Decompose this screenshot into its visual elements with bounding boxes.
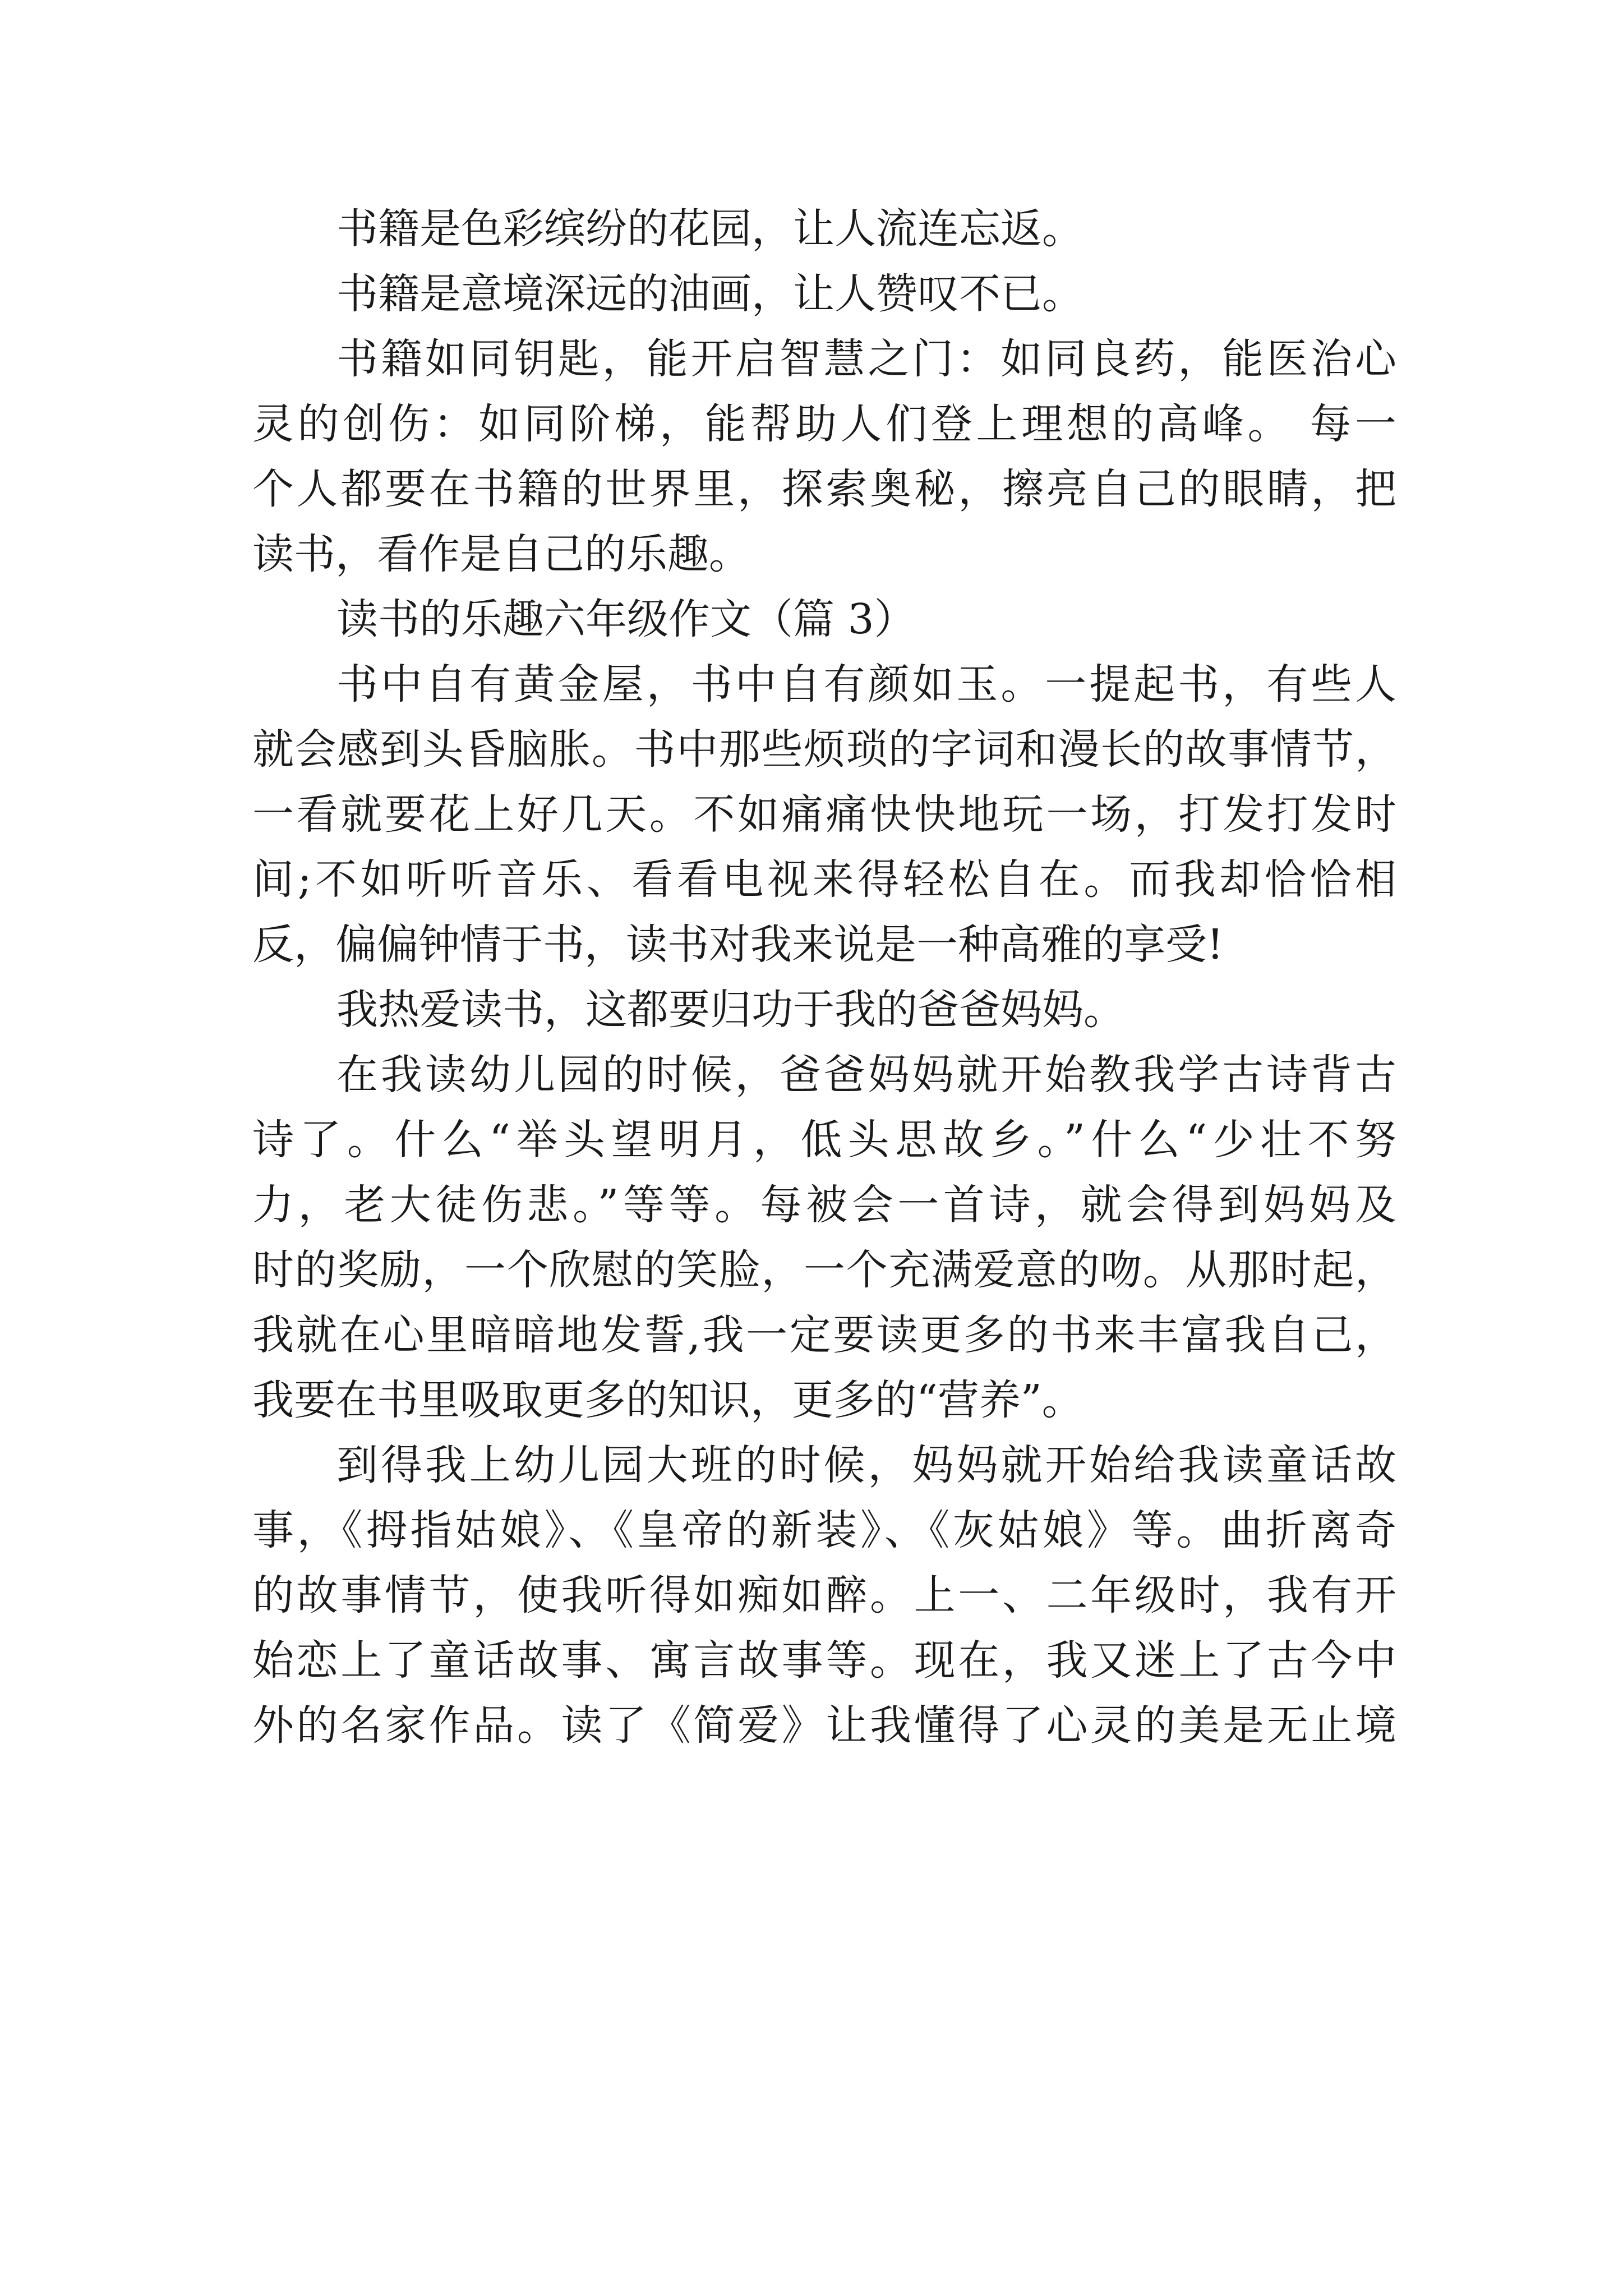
text-line: 诗了。什么“举头望明月，低头思故乡。”什么“少壮不努 xyxy=(252,1116,1396,1164)
text-line: 力，老大徒伤悲。”等等。每被会一首诗，就会得到妈妈及 xyxy=(252,1181,1396,1229)
text-line: 灵的创伤：如同阶梯，能帮助人们登上理想的高峰。 每一 xyxy=(252,400,1396,448)
body-text xyxy=(252,196,1396,1758)
text-line: 我要在书里吸取更多的知识，更多的“营养”。 xyxy=(252,1376,1083,1424)
text-line: 书籍是意境深远的油画，让人赞叹不已。 xyxy=(336,270,1083,318)
text-line: 始恋上了童话故事、寓言故事等。现在，我又迷上了古今中 xyxy=(252,1636,1396,1685)
text-line: 就会感到头昏脑胀。书中那些烦琐的字词和漫长的故事情节， xyxy=(252,725,1396,774)
text-line: 外的名家作品。读了《简爱》让我懂得了心灵的美是无止境 xyxy=(252,1701,1396,1750)
text-line: 到得我上幼儿园大班的时候，妈妈就开始给我读童话故 xyxy=(336,1441,1396,1489)
text-line: 时的奖励，一个欣慰的笑脸，一个充满爱意的吻。从那时起， xyxy=(252,1246,1396,1294)
text-line: 书中自有黄金屋，书中自有颜如玉。一提起书，有些人 xyxy=(336,660,1396,708)
text-line: 书籍是色彩缤纷的花园，让人流连忘返。 xyxy=(336,205,1083,253)
text-line: 书籍如同钥匙，能开启智慧之门：如同良药，能医治心 xyxy=(336,335,1396,383)
text-line: 在我读幼儿园的时候，爸爸妈妈就开始教我学古诗背古 xyxy=(336,1051,1396,1099)
text-line: 个人都要在书籍的世界里，探索奥秘，擦亮自己的眼睛，把 xyxy=(252,465,1396,513)
text-line: 的故事情节，使我听得如痴如醉。上一、二年级时，我有开 xyxy=(252,1571,1396,1619)
text-line: 我热爱读书，这都要归功于我的爸爸妈妈。 xyxy=(336,986,1125,1034)
text-line: 我就在心里暗暗地发誓,我一定要读更多的书来丰富我自己， xyxy=(252,1311,1396,1359)
text-line: 读书，看作是自己的乐趣。 xyxy=(252,530,750,578)
text-line: 事，《拇指姑娘》、《皇帝的新装》、《灰姑娘》等。曲折离奇 xyxy=(252,1506,1396,1554)
text-line: 一看就要花上好几天。不如痛痛快快地玩一场，打发打发时 xyxy=(252,790,1396,839)
text-line: 间;不如听听音乐、看看电视来得轻松自在。而我却恰恰相 xyxy=(252,855,1396,904)
text-line: 反，偏偏钟情于书，读书对我来说是一种高雅的享受! xyxy=(252,921,1224,969)
section-heading: 读书的乐趣六年级作文（篇 3） xyxy=(336,595,916,643)
